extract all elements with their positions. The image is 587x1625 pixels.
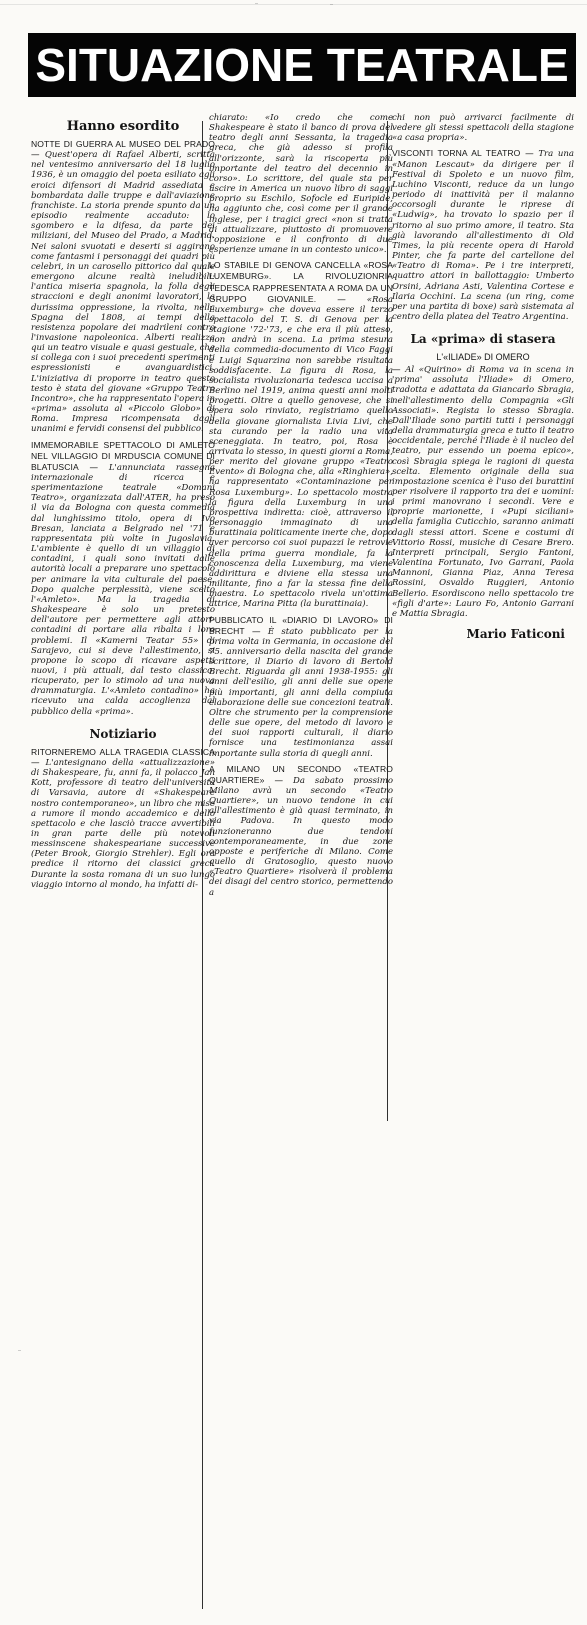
author-signature: Mario Faticoni	[466, 627, 565, 642]
story-iliade-body: — Al «Quirino» di Roma va in scena in 'prima' assoluta l'Iliade» di Omero, tradotta e adattata da Giancarlo Sbragia, nell'allestimento della Compagnia «Gli Associati». Regista lo stesso Sbragia. Dall'Iliade sono partiti tutti i personaggi della drammaturgia greca e tutto il teatro occidentale, perché l'Iliade è il nucleo del teatro, pur essendo un poema epico», così Sbragia spiega le ragioni di questa scelta. Elemento originale della sua impostazione scenica è l'uso dei burattini per risolvere il rapporto tra dei e uomini: i primi manovrano i secondi. Vere e proprie marionette, i «Pupi siciliani» della famiglia Cuticchio, saranno animati dagli stessi attori. Scene e costumi di Vittorio Rossi, musiche di Cesare Brero. Interpreti principali, Sergio Fantoni, Valentina Fortunato, Ivo Garrani, Paola Mannoni, Gianna Piaz, Anna Teresa Rossini, Osvaldo Ruggieri, Antonio Bellerio. Esordiscono nello spettacolo tre «figli d'arte»: Lauro Fo, Antonio Garrani e Mattia Sbragia.	[392, 365, 574, 619]
print-speck	[330, 4, 333, 5]
story-amleto-body: — L'annunciata rassegna internazionale di ricerca e sperimentazione teatrale «Domani Teatro», organizzata dall'ATER, ha preso il via da Bologna con questa commedia dal lunghissimo titolo, opera di Ivo Bresan, lanciata a Belgrado nel '71 e rappresentata più volte in Jugoslavia. L'ambiente è quello di un villaggio di contadini, i quali sono invitati dalle autorità locali a preparare uno spettacolo per animare la vita culturale del paese. Dopo qualche perplessità, viene scelto l'«Amleto». Ma la tragedia di Shakespeare è solo un pretesto dell'autore per permettere agli attori-contadini di portare alla ribalta i loro problemi. Il «Kamerni Teatar 55» di Sarajevo, cui si deve l'allestimento, si propone lo scopo di ricavare aspetti nuovi, i più attuali, dal testo classico, ricuperato, per lo stimolo ad una nuova drammaturgia. L'«Amleto contadino» ha ricevuto una calda accoglienza dal pubblico della «prima».	[31, 462, 215, 717]
section-title-notiziario: Notiziario	[89, 726, 157, 741]
left-column	[31, 113, 215, 1613]
section-title-prima: La «prima» di stasera	[410, 332, 556, 347]
print-speck	[255, 3, 258, 4]
story-iliade-title: L'«ILIADE» DI OMERO	[436, 352, 530, 363]
story-brecht-body: — È stato pubblicato per la prima volta in Germania, in occasione del 75. anniversario della nascita del grande scrittore, il Diario di lavoro di Bertold Brecht. Riguarda gli anni 1938-1955: gli anni dell'esilio, gli anni delle sue opere più importanti, gli anni della compiuta elaborazione delle sue concezioni teatrali. Oltre che strumento per la comprensione delle sue opere, del metodo di lavoro e dei suoi rapporti culturali, il diario fornisce una testimonianza assai importante sulla storia di quegli anni.	[209, 626, 393, 759]
print-speck	[18, 1350, 21, 1351]
story-prado-body: — Quest'opera di Rafael Alberti, scritta nel ventesimo anniversario del 18 luglio 1936, è un omaggio del poeta esiliato agli eroici difensori di Madrid assediata e bombardata dalle truppe e dall'aviazione franchiste. La storia prende spunto da un episodio realmente accaduto: lo sgombero e la difesa, da parte dei miliziani, del Museo del Prado, a Madrid. Nei saloni svuotati e deserti si aggirano come fantasmi i personaggi dei quadri più celebri, in un carosello pittorico dal quale emergono alcune realtà ineludibili: l'antica miseria spagnola, la folla degli straccioni e degli anonimi lavoratori, la durissima oppressione, la rivolta, nella Spagna del 1808, ai tempi della resistenza popolare dei madrileni contro l'invasione napoleonica. Alberti realizza qui un teatro visuale e quasi gestuale, che si collega con i suoi precedenti sperimenti espressionisti e avanguardistici. L'iniziativa di proporre in teatro questo testo è stata del giovane «Gruppo Teatro Incontro», che ha rappresentato l'opera in «prima» assoluta al «Piccolo Globo» di Roma. Impresa ricompensata dagli unanimi e fervidi consensi del pubblico.	[31, 150, 215, 435]
section-title-hanno-esordito: Hanno esordito	[66, 119, 180, 134]
banner-title: SITUAZIONE TEATRALE	[35, 39, 569, 91]
story-amleto	[31, 440, 215, 717]
story-tragedia-head: RITORNEREMO ALLA TRAGEDIA CLASSICA	[31, 746, 215, 757]
story-rosa	[209, 260, 393, 609]
story-continuation-milano: chi non può arrivarci facilmente di vedere gli stessi spettacoli della stagione «a casa propria».	[392, 113, 574, 144]
story-brecht	[209, 615, 393, 759]
story-rosa-body: — «Rosa Luxemburg» che doveva essere il terzo spettacolo del T. S. di Genova per la stagione '72-'73, e che era il più atteso, non andrà in scena. La prima stesura della commedia-documento di Vico Faggi e Luigi Squarzina non sarebbe risultata soddisfacente. La figura di Rosa, la socialista rivoluzionaria tedesca uccisa a Berlino nel 1919, anima questi anni molti progetti. Oltre a quello genovese, che si spera solo rinviato, registriamo quello della giovane giornalista Livia Livi, che sta curando per la radio una vita sceneggiata. In teatro, poi, Rosa è arrivata lo stesso, in questi giorni a Roma, per merito del giovane gruppo «Teatro Evento» di Bologna che, alla «Ringhiera», ha rappresentato «Contaminazione per Rosa Luxemburg». Lo spettacolo mostra la figura della Luxemburg in una prospettiva indiretta: cioè, attraverso il personaggio immaginato di una burattinaia politicamente inerte che, dopo aver percorso coi suoi pupazzi le retrovie della prima guerra mondiale, fa la conoscenza della Luxemburg, ma viene addirittura e diviene ella stessa una militante, fino a far la stessa fine della maestra. Lo spettacolo rivela un'ottima attrice, Marina Pitta (la burattinaia).	[209, 294, 393, 610]
story-amleto-head: IMMEMORABILE SPETTACOLO DI AMLETO NEL VILLAGGIO DI MRDUSCIA COMUNE DI BLATUSCIA	[31, 439, 215, 472]
story-prado	[31, 139, 215, 435]
middle-column	[209, 113, 393, 1613]
scan-mark	[0, 4, 587, 5]
story-prado-head: NOTTE DI GUERRA AL MUSEO DEL PRADO	[31, 139, 215, 149]
right-column	[392, 113, 574, 1613]
story-visconti-head: VISCONTI TORNA AL TEATRO	[392, 148, 521, 159]
story-milano-head: A MILANO UN SECONDO «TEATRO QUARTIERE»	[209, 763, 393, 785]
story-visconti	[392, 148, 574, 322]
story-visconti-body: — Tra una «Manon Lescaut» da dirigere per il Festival di Spoleto e un nuovo film, Luchino Visconti, reduce da un lungo periodo di inattività per il malanno occorsogli durante le riprese di «Ludwig», ha trovato lo spazio per il ritorno al suo primo amore, il teatro. Sta già lavorando all'allestimento di Old Times, la più recente opera di Harold Pinter, che fa parte del cartellone del «Teatro di Roma». Pe i tre interpreti, quattro attori in ballottaggio: Umberto Orsini, Adriana Asti, Valentina Cortese e Ilaria Occhini. La scena (un ring, come per una partita di boxe) sarà sistemata al centro della platea del Teatro Argentina.	[392, 149, 574, 322]
story-brecht-head: PUBBLICATO IL «DIARIO DI LAVORO» DI BRECHT	[209, 614, 393, 636]
story-tragedia	[31, 747, 215, 890]
page-banner	[28, 33, 576, 97]
story-tragedia-body: — L'antesignano della «attualizzazione» di Shakespeare, fu, anni fa, il polacco Jan Kott, professore di teatro dell'università di Varsavia, autore di «Shakespeare nostro contemporaneo», un libro che mise a rumore il mondo accademico e dello spettacolo e che lasciò tracce avvertibili in gran parte delle più notevoli messinscene shakespeariane successive (Peter Brook, Giorgio Strehler). Egli ora predice il ritorno dei classici greci. Durante la sosta romana di un suo lungo viaggio intorno al mondo, ha infatti di-	[31, 757, 215, 890]
story-milano	[209, 764, 393, 898]
story-rosa-head: LO STABILE DI GENOVA CANCELLA «ROSA LUXEMBURG». LA RIVOLUZIONRIA TEDESCA RAPPRESENTATA A ROMA DA UN GRUPPO GIOVANILE.	[209, 260, 393, 304]
story-milano-body: — Da sabato prossimo Milano avrà un secondo «Teatro Quartiere», un nuovo tendone in cui all'allestimento è già quasi terminato, in via Padova. In questo modo funzioneranno due tendoni contemporaneamente, in due zone opposte e periferiche di Milano. Come quello di Gratosoglio, questo nuovo «Teatro Quartiere» risolverà il problema dei disagi del centro storico, permettendo a	[209, 775, 393, 898]
story-continuation-kott: chiarato: «Io credo che come Shakespeare è stato il banco di prova del teatro degli anni Sessanta, la tragedia greca, che già adesso si profila all'orizzonte, sarà la riscoperta più importante del teatro del decennio in corso». Lo scrittore, del quale sta per uscire in America un nuovo libro di saggi proprio su Eschilo, Sofocle ed Euripide, ha aggiunto che, così come per il grande inglese, per i tragici greci «non si tratta di attualizzare, piuttosto di promuovere l'opposizione e il confronto di due esperienze umane in un contesto unico».	[209, 113, 393, 256]
